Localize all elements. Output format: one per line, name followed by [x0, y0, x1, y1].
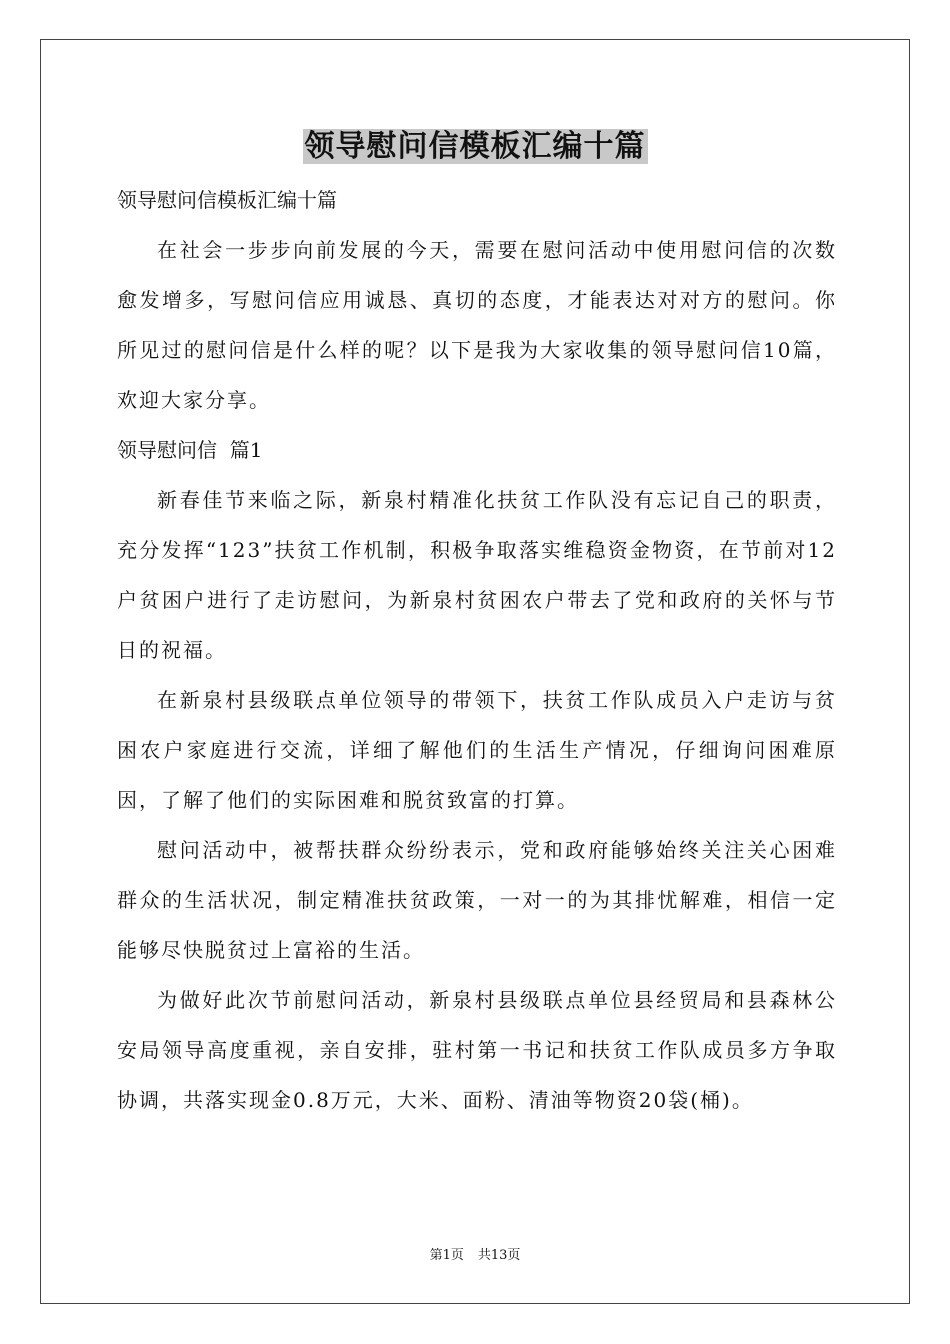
body-paragraph-3: 慰问活动中，被帮扶群众纷纷表示，党和政府能够始终关注关心困难群众的生活状况，制定精准扶贫政策，一对一的为其排忧解难，相信一定能够尽快脱贫过上富裕的生活。 [117, 838, 837, 962]
document-title [0, 127, 950, 167]
body-paragraph-4: 为做好此次节前慰问活动，新泉村县级联点单位县经贸局和县森林公安局领导高度重视，亲自安排，驻村第一书记和扶贫工作队成员多方争取协调，共落实现金0.8万元，大米、面粉、清油等物资20袋(桶)。 [117, 988, 837, 1112]
body-paragraph-1: 新春佳节来临之际，新泉村精准化扶贫工作队没有忘记自己的职责，充分发挥“123”扶贫工作机制，积极争取落实维稳资金物资，在节前对12户贫困户进行了走访慰问，为新泉村贫困农户带去了党和政府的关怀与节日的祝福。 [117, 488, 837, 662]
document-subtitle: 领导慰问信模板汇编十篇 [117, 188, 337, 212]
intro-paragraph: 在社会一步步向前发展的今天，需要在慰问活动中使用慰问信的次数愈发增多，写慰问信应用诚恳、真切的态度，才能表达对对方的慰问。你所见过的慰问信是什么样的呢？以下是我为大家收集的领导慰问信10篇，欢迎大家分享。 [117, 238, 837, 412]
body-paragraph-2: 在新泉村县级联点单位领导的带领下，扶贫工作队成员入户走访与贫困农户家庭进行交流，详细了解他们的生活生产情况，仔细询问困难原因，了解了他们的实际困难和脱贫致富的打算。 [117, 688, 837, 812]
section-heading: 领导慰问信 篇1 [117, 438, 263, 462]
page-number: 第1页 [429, 1248, 464, 1263]
page-total: 共13页 [477, 1248, 521, 1263]
document-title-text: 领导慰问信模板汇编十篇 [304, 129, 646, 164]
document-body [117, 175, 837, 1125]
page-footer [0, 1247, 950, 1265]
